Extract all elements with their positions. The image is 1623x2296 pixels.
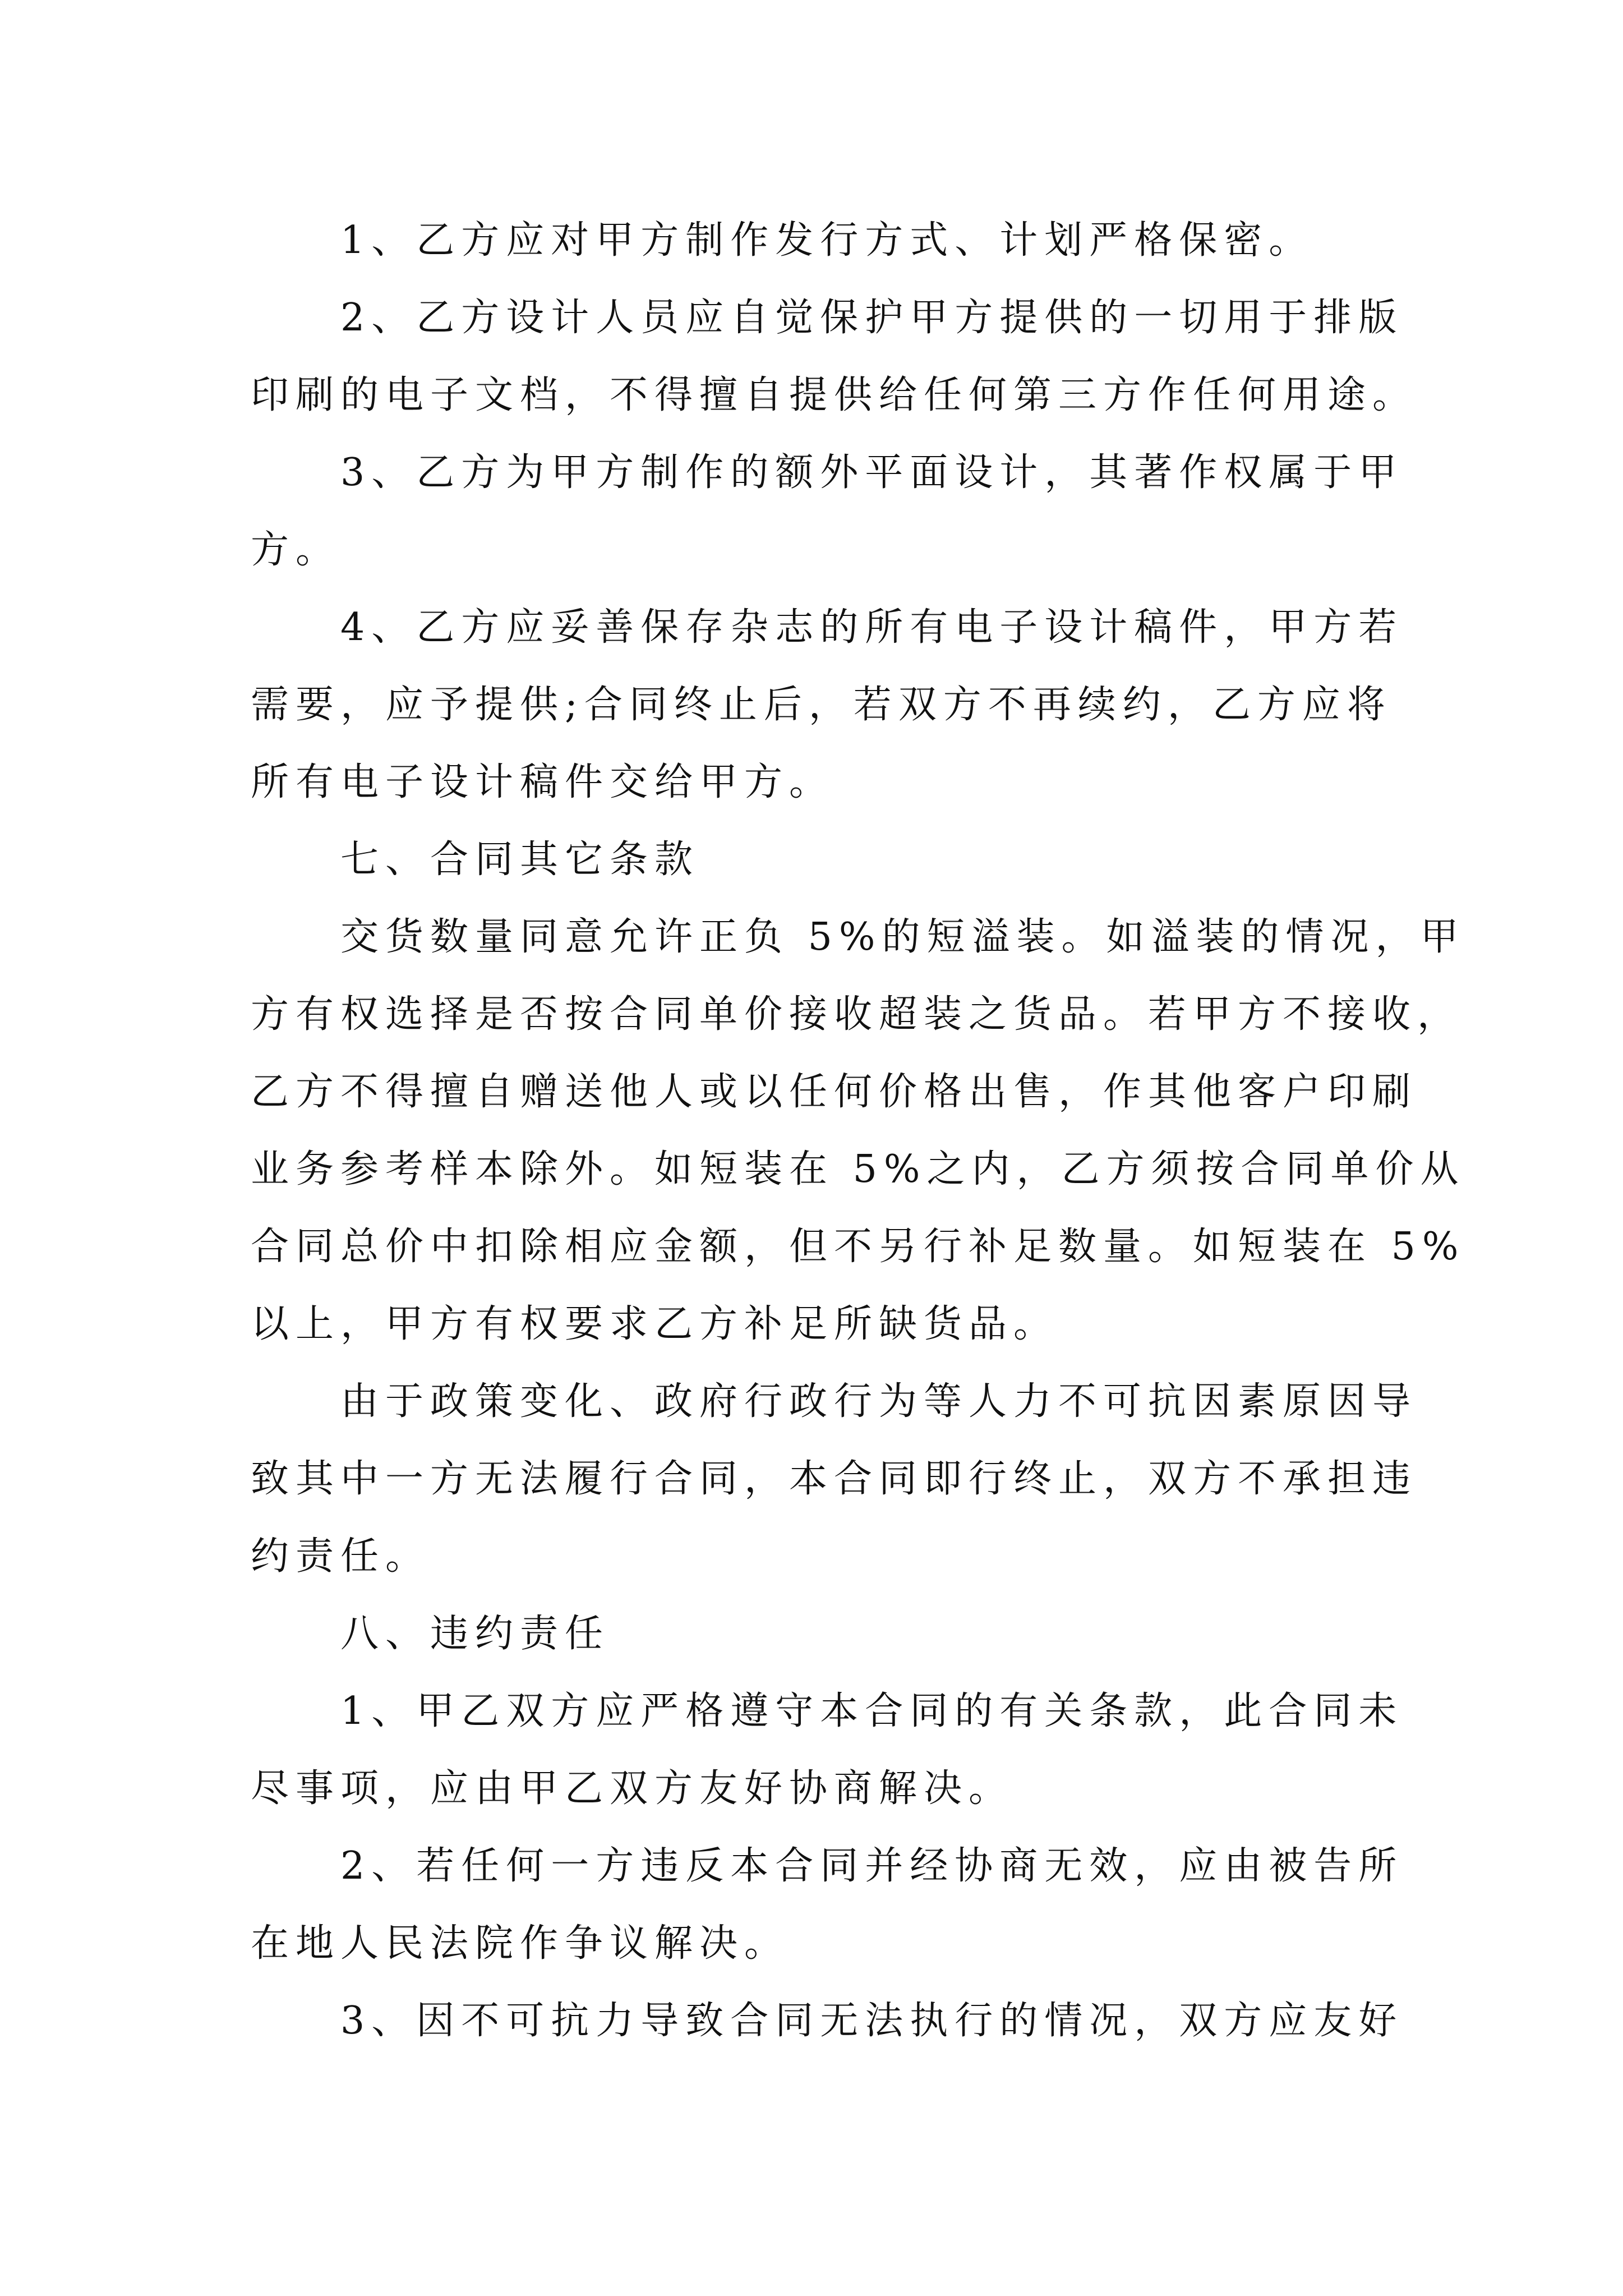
paragraph-line: 方。 xyxy=(251,528,341,572)
clause-paragraph xyxy=(251,1363,1541,1595)
paragraph-line: 交货数量同意允许正负 5%的短溢装。如溢装的情况，甲 xyxy=(340,915,1465,959)
section-heading xyxy=(251,821,1541,899)
paragraph-line: 合同总价中扣除相应金额，但不另行补足数量。如短装在 5% xyxy=(251,1225,1465,1269)
paragraph-line: 业务参考样本除外。如短装在 5%之内，乙方须按合同单价从 xyxy=(251,1147,1465,1191)
section-heading-text: 八、违约责任 xyxy=(340,1612,610,1656)
paragraph-line: 尽事项，应由甲乙双方友好协商解决。 xyxy=(251,1766,1014,1811)
paragraph-line: 以上，甲方有权要求乙方补足所缺货品。 xyxy=(251,1302,1059,1346)
paragraph-line: 3、乙方为甲方制作的额外平面设计，其著作权属于甲 xyxy=(340,450,1404,495)
paragraph-line: 印刷的电子文档，不得擅自提供给任何第三方作任何用途。 xyxy=(251,373,1418,417)
paragraph-line: 2、乙方设计人员应自觉保护甲方提供的一切用于排版 xyxy=(340,296,1404,340)
clause-paragraph xyxy=(251,202,1541,279)
section-heading-text: 七、合同其它条款 xyxy=(340,838,700,882)
paragraph-line: 约责任。 xyxy=(251,1534,431,1579)
clause-paragraph xyxy=(251,1828,1541,1982)
clause-paragraph xyxy=(251,1982,1541,2060)
section-heading xyxy=(251,1595,1541,1673)
paragraph-line: 致其中一方无法履行合同，本合同即行终止，双方不承担违 xyxy=(251,1457,1418,1501)
paragraph-line: 方有权选择是否按合同单价接收超装之货品。若甲方不接收， xyxy=(251,992,1463,1037)
paragraph-line: 1、乙方应对甲方制作发行方式、计划严格保密。 xyxy=(340,218,1314,263)
paragraph-line: 3、因不可抗力导致合同无法执行的情况，双方应友好 xyxy=(340,1999,1404,2043)
clause-paragraph xyxy=(251,434,1541,589)
clause-paragraph xyxy=(251,899,1541,1363)
paragraph-line: 需要，应予提供;合同终止后，若双方不再续约，乙方应将 xyxy=(251,683,1392,727)
paragraph-line: 所有电子设计稿件交给甲方。 xyxy=(251,760,834,804)
paragraph-line: 在地人民法院作争议解决。 xyxy=(251,1921,790,1966)
paragraph-line: 4、乙方应妥善保存杂志的所有电子设计稿件，甲方若 xyxy=(340,605,1404,650)
paragraph-line: 由于政策变化、政府行政行为等人力不可抗因素原因导 xyxy=(340,1379,1418,1424)
paragraph-line: 2、若任何一方违反本合同并经协商无效，应由被告所 xyxy=(340,1844,1404,1888)
clause-paragraph xyxy=(251,1673,1541,1828)
clause-paragraph xyxy=(251,279,1541,434)
document-body xyxy=(251,202,1541,2060)
paragraph-line: 乙方不得擅自赠送他人或以任何价格出售，作其他客户印刷 xyxy=(251,1070,1418,1114)
paragraph-line: 1、甲乙双方应严格遵守本合同的有关条款，此合同未 xyxy=(340,1689,1404,1733)
clause-paragraph xyxy=(251,589,1541,821)
